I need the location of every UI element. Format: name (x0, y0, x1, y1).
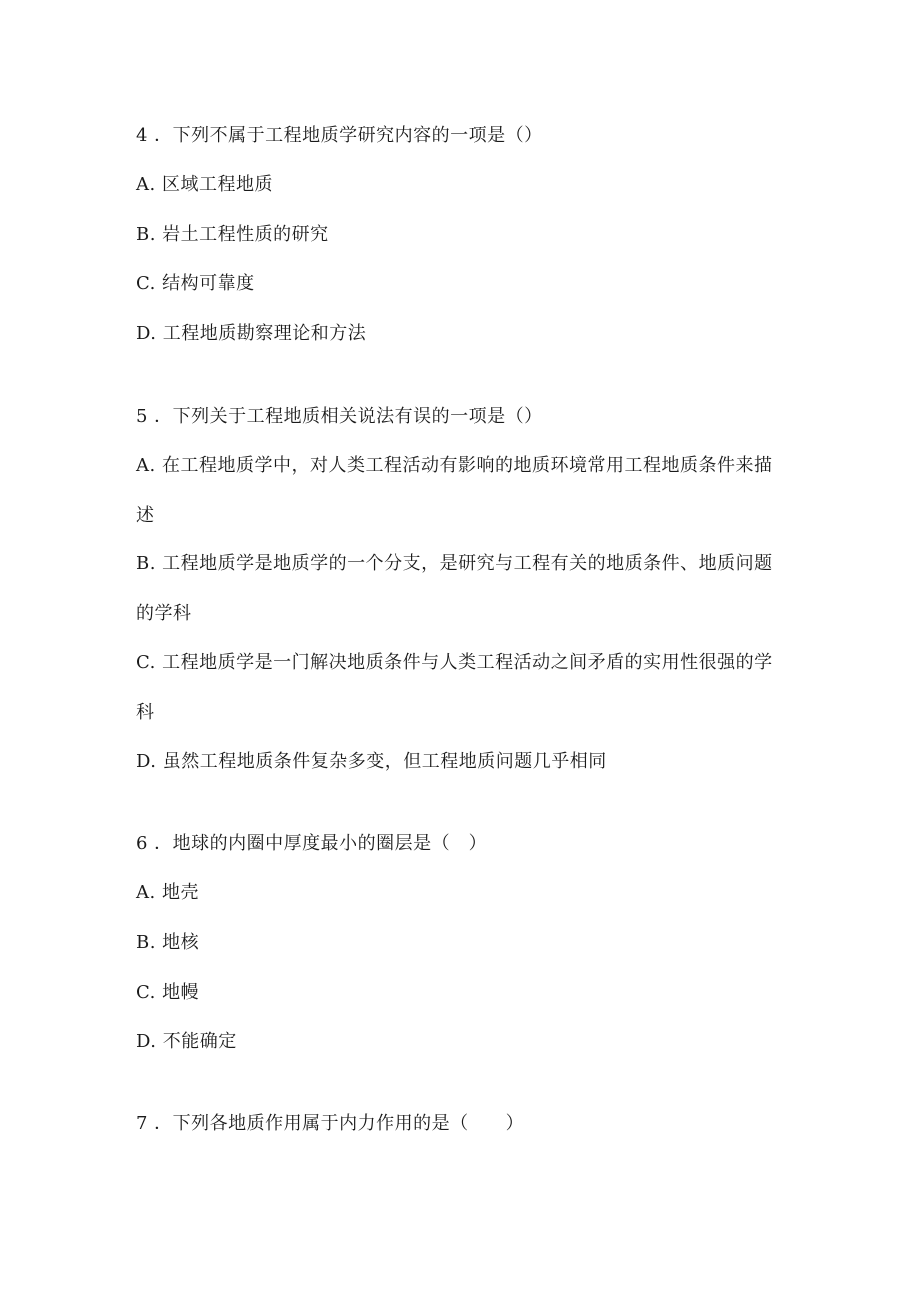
question-4-stem: 4 ．下列不属于工程地质学研究内容的一项是（） (136, 125, 543, 146)
question-5-stem: 5 ．下列关于工程地质相关说法有误的一项是（） (136, 406, 543, 427)
question-4-option-d: D. 工程地质勘察理论和方法 (136, 323, 367, 344)
question-6-option-a: A. 地壳 (136, 882, 199, 903)
question-4-option-a: A. 区域工程地质 (136, 174, 273, 195)
question-6-option-b: B. 地核 (136, 932, 200, 953)
question-5-option-c-line-2: 科 (136, 702, 155, 723)
question-4-option-c: C. 结构可靠度 (136, 273, 255, 294)
question-6-option-c: C. 地幔 (136, 982, 200, 1003)
question-5-option-b-line-1: B. 工程地质学是地质学的一个分支，是研究与工程有关的地质条件、地质问题 (136, 553, 773, 574)
question-4-option-b: B. 岩土工程性质的研究 (136, 224, 329, 245)
question-5-option-a-line-2: 述 (136, 505, 155, 526)
question-5-option-d: D. 虽然工程地质条件复杂多变，但工程地质问题几乎相同 (136, 751, 607, 772)
question-7-stem: 7 ．下列各地质作用属于内力作用的是（ ） (136, 1113, 525, 1134)
question-6-stem: 6 ．地球的内圈中厚度最小的圈层是（ ） (136, 833, 488, 854)
question-5-option-b-line-2: 的学科 (136, 603, 192, 624)
question-6-option-d: D. 不能确定 (136, 1031, 237, 1052)
question-5-option-a-line-1: A. 在工程地质学中，对人类工程活动有影响的地质环境常用工程地质条件来描 (136, 455, 773, 476)
question-5-option-c-line-1: C. 工程地质学是一门解决地质条件与人类工程活动之间矛盾的实用性很强的学 (136, 652, 773, 673)
